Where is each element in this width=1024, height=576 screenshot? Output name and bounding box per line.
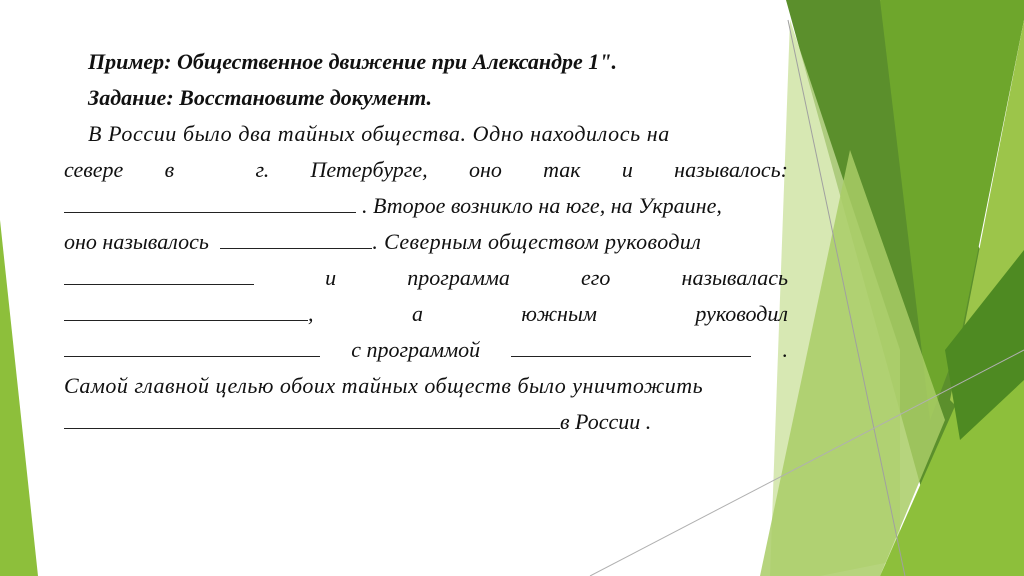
left-green-stripe	[0, 220, 38, 576]
text-line-6: , а южным руководил	[64, 296, 788, 332]
blank-field[interactable]	[64, 406, 560, 429]
text-line-2: севере в г. Петербурге, оно так и называлось:	[64, 157, 788, 182]
text-line-9: в России .	[64, 404, 788, 440]
text-line-7: с программой .	[64, 332, 788, 368]
example-heading: Пример: Общественное движение при Александре 1".	[88, 49, 617, 74]
text-line-5: и программа его называлась	[64, 260, 788, 296]
blank-field[interactable]	[64, 262, 254, 285]
text-line-1: В России было два тайных общества. Одно находилось на	[88, 121, 670, 146]
task-heading: Задание: Восстановите документ.	[88, 85, 433, 110]
blank-field[interactable]	[64, 334, 320, 357]
blank-field[interactable]	[64, 190, 356, 213]
blank-field[interactable]	[511, 334, 751, 357]
blank-field[interactable]	[220, 226, 372, 249]
text-line-8: Самой главной целью обоих тайных обществ было уничтожить	[64, 373, 704, 398]
document-text	[64, 44, 788, 440]
text-line-4: оно называлось . Северным обществом руководил	[64, 224, 788, 260]
blank-field[interactable]	[64, 298, 308, 321]
text-line-3: . Второе возникло на юге, на Украине,	[64, 188, 788, 224]
